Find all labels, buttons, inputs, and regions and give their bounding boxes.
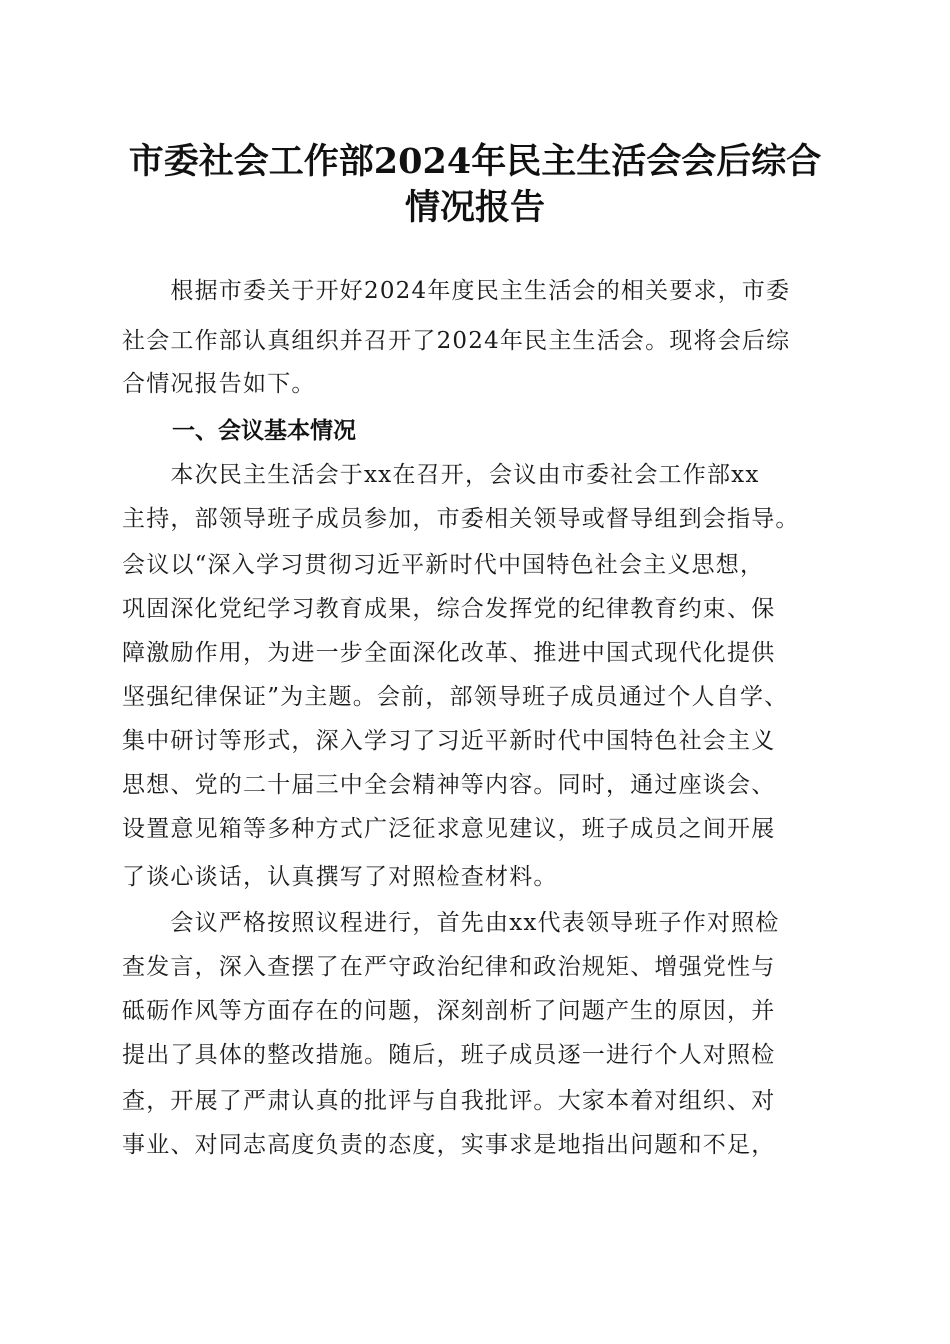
paragraph-line: 巩固深化党纪学习教育成果，综合发挥党的纪律教育约束、保	[122, 596, 776, 622]
paragraph-line: 查发言，深入查摆了在严守政治纪律和政治规矩、增强党性与	[122, 954, 776, 980]
paragraph-line: 思想、党的二十届三中全会精神等内容。同时，通过座谈会、	[122, 772, 776, 798]
paragraph-line: 砥砺作风等方面存在的问题，深刻剖析了问题产生的原因，并	[122, 998, 776, 1024]
paragraph-line: 提出了具体的整改措施。随后，班子成员逐一进行个人对照检	[122, 1042, 776, 1068]
paragraph-line: 集中研讨等形式，深入学习了习近平新时代中国特色社会主义	[122, 728, 776, 754]
paragraph-line: 本次民主生活会于xx在召开，会议由市委社会工作部xx	[122, 462, 760, 488]
paragraph-line: 会议严格按照议程进行，首先由xx代表领导班子作对照检	[122, 910, 780, 936]
paragraph-line: 障激励作用，为进一步全面深化改革、推进中国式现代化提供	[122, 640, 776, 666]
paragraph-line: 事业、对同志高度负责的态度，实事求是地指出问题和不足，	[122, 1132, 776, 1158]
paragraph-line: 会议以“深入学习贯彻习近平新时代中国特色社会主义思想，	[122, 552, 765, 578]
paragraph-line: 查，开展了严肃认真的批评与自我批评。大家本着对组织、对	[122, 1088, 776, 1114]
paragraph-line: 了谈心谈话，认真撰写了对照检查材料。	[122, 864, 558, 890]
paragraph-line: 合情况报告如下。	[122, 371, 316, 397]
document-title-line-2: 情况报告	[404, 187, 545, 228]
paragraph-line: 坚强纪律保证”为主题。会前，部领导班子成员通过个人自学、	[122, 684, 789, 710]
paragraph-line: 社会工作部认真组织并召开了2024年民主生活会。现将会后综	[122, 328, 791, 354]
section-heading: 一、会议基本情况	[172, 418, 356, 444]
paragraph-line: 设置意见箱等多种方式广泛征求意见建议，班子成员之间开展	[122, 816, 776, 842]
document-title-line-1: 市委社会工作部2024年民主生活会会后综合	[128, 141, 822, 182]
paragraph-line: 主持，部领导班子成员参加，市委相关领导或督导组到会指导。	[122, 506, 800, 532]
paragraph-line: 根据市委关于开好2024年度民主生活会的相关要求，市委	[122, 278, 791, 304]
